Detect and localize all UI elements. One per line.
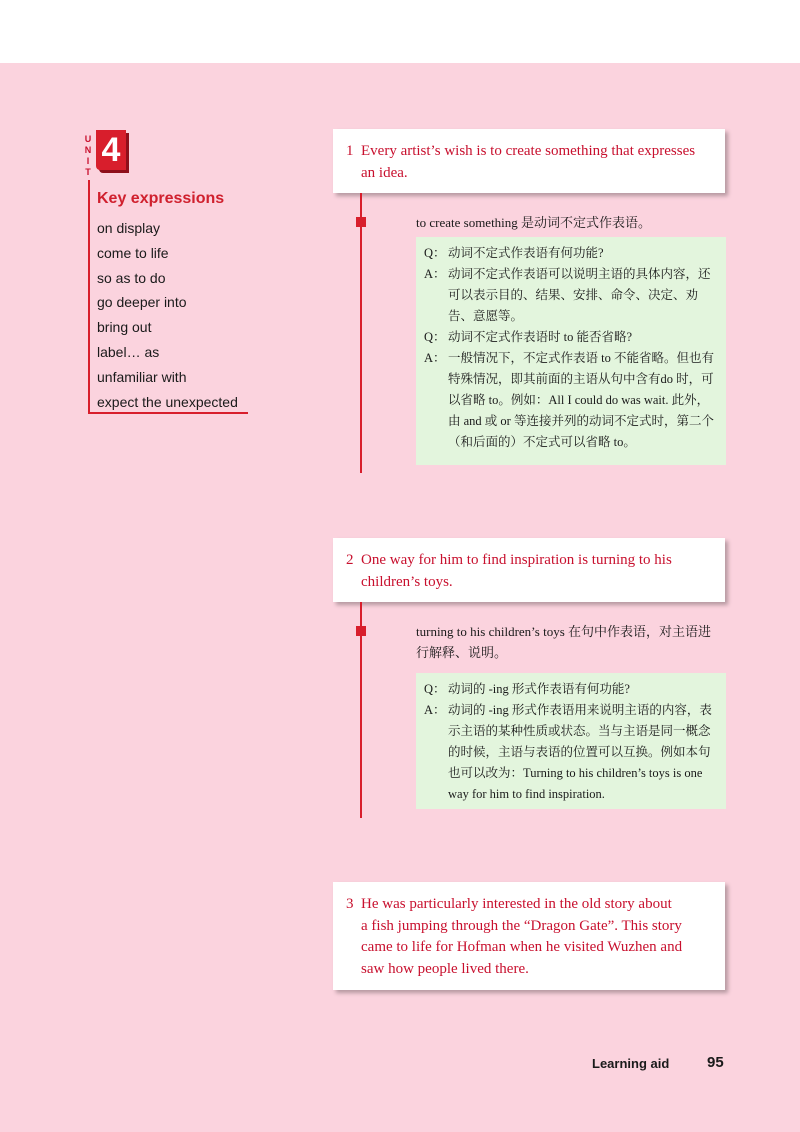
key-expression-item: bring out: [97, 319, 152, 336]
sentence-line: an idea.: [361, 164, 408, 181]
key-expression-item: come to life: [97, 244, 169, 261]
qa-row: Q： 动词的 -ing 形式作表语有何功能?: [424, 682, 630, 696]
key-expression-item: expect the unexpected: [97, 393, 238, 410]
section-1-qa-box: [416, 237, 726, 465]
key-expression-item: so as to do: [97, 269, 166, 286]
sentence-box-1: [333, 129, 725, 193]
sentence-line: saw how people lived there.: [361, 960, 529, 977]
sentence-number: 1: [346, 143, 354, 159]
footer-label: Learning aid: [592, 1056, 670, 1071]
section-2-note: turning to his children’s toys 在句中作表语，对主语进 行解释、说明。: [416, 624, 712, 660]
sentence-line: came to life for Hofman when he visited Wuzhen and: [361, 939, 683, 955]
sentence-line: He was particularly interested in the old story about: [361, 896, 672, 912]
unit-number: 4: [96, 130, 126, 170]
section-1-note: to create something 是动词不定式作表语。: [416, 215, 652, 230]
sentence-number: 3: [346, 896, 354, 912]
unit-vertical-rule: [88, 180, 90, 412]
section-1-guide-line: [360, 193, 362, 473]
sentence-box-2: [333, 538, 725, 602]
sentence-line: children’s toys.: [361, 573, 453, 590]
qa-row: A： 动词不定式作表语可以说明主语的具体内容，还可以表示目的、结果、安排、命令、决定、劝告、意愿等。: [424, 267, 711, 323]
key-expressions-title: Key expressions: [97, 190, 225, 207]
section-2-qa-box: [416, 673, 726, 809]
sentence-line: a fish jumping through the “Dragon Gate”. This story: [361, 917, 682, 934]
qa-row: A： 一般情况下，不定式作表语 to 不能省略。但也有特殊情况，即其前面的主语从句中含有do 时，可以省略 to。例如：All I could do was wait. 此外，由 and 或 or 等连接并列的动词不定式时，第二个（和后面的）不定式可以省略 to。: [424, 351, 714, 449]
unit-label: U N I T: [84, 134, 92, 177]
qa-row: A： 动词的 -ing 形式作表语用来说明主语的内容，表示主语的某种性质或状态。当与主语是同一概念的时候，主语与表语的位置可以互换。例如本句也可以改为：Turning to his children’s toys is one way for him to find inspiration.: [424, 703, 712, 801]
key-expression-item: on display: [97, 220, 161, 236]
sentence-line: Every artist’s wish is to create something that expresses: [361, 143, 696, 159]
sentence-number: 2: [346, 552, 354, 568]
sentence-box-3: [333, 882, 725, 990]
page-number: 95: [707, 1054, 724, 1071]
key-expression-item: label… as: [97, 343, 160, 360]
key-expressions-list: [97, 216, 238, 414]
qa-row: Q： 动词不定式作表语有何功能?: [424, 246, 604, 260]
key-expression-item: go deeper into: [97, 294, 187, 311]
key-expression-item: unfamiliar with: [97, 368, 187, 385]
sentence-line: One way for him to find inspiration is turning to his: [361, 552, 672, 568]
qa-row: Q： 动词不定式作表语时 to 能否省略?: [424, 330, 633, 344]
section-1-marker: [356, 217, 366, 227]
unit-badge: [80, 128, 240, 418]
section-2-marker: [356, 626, 366, 636]
